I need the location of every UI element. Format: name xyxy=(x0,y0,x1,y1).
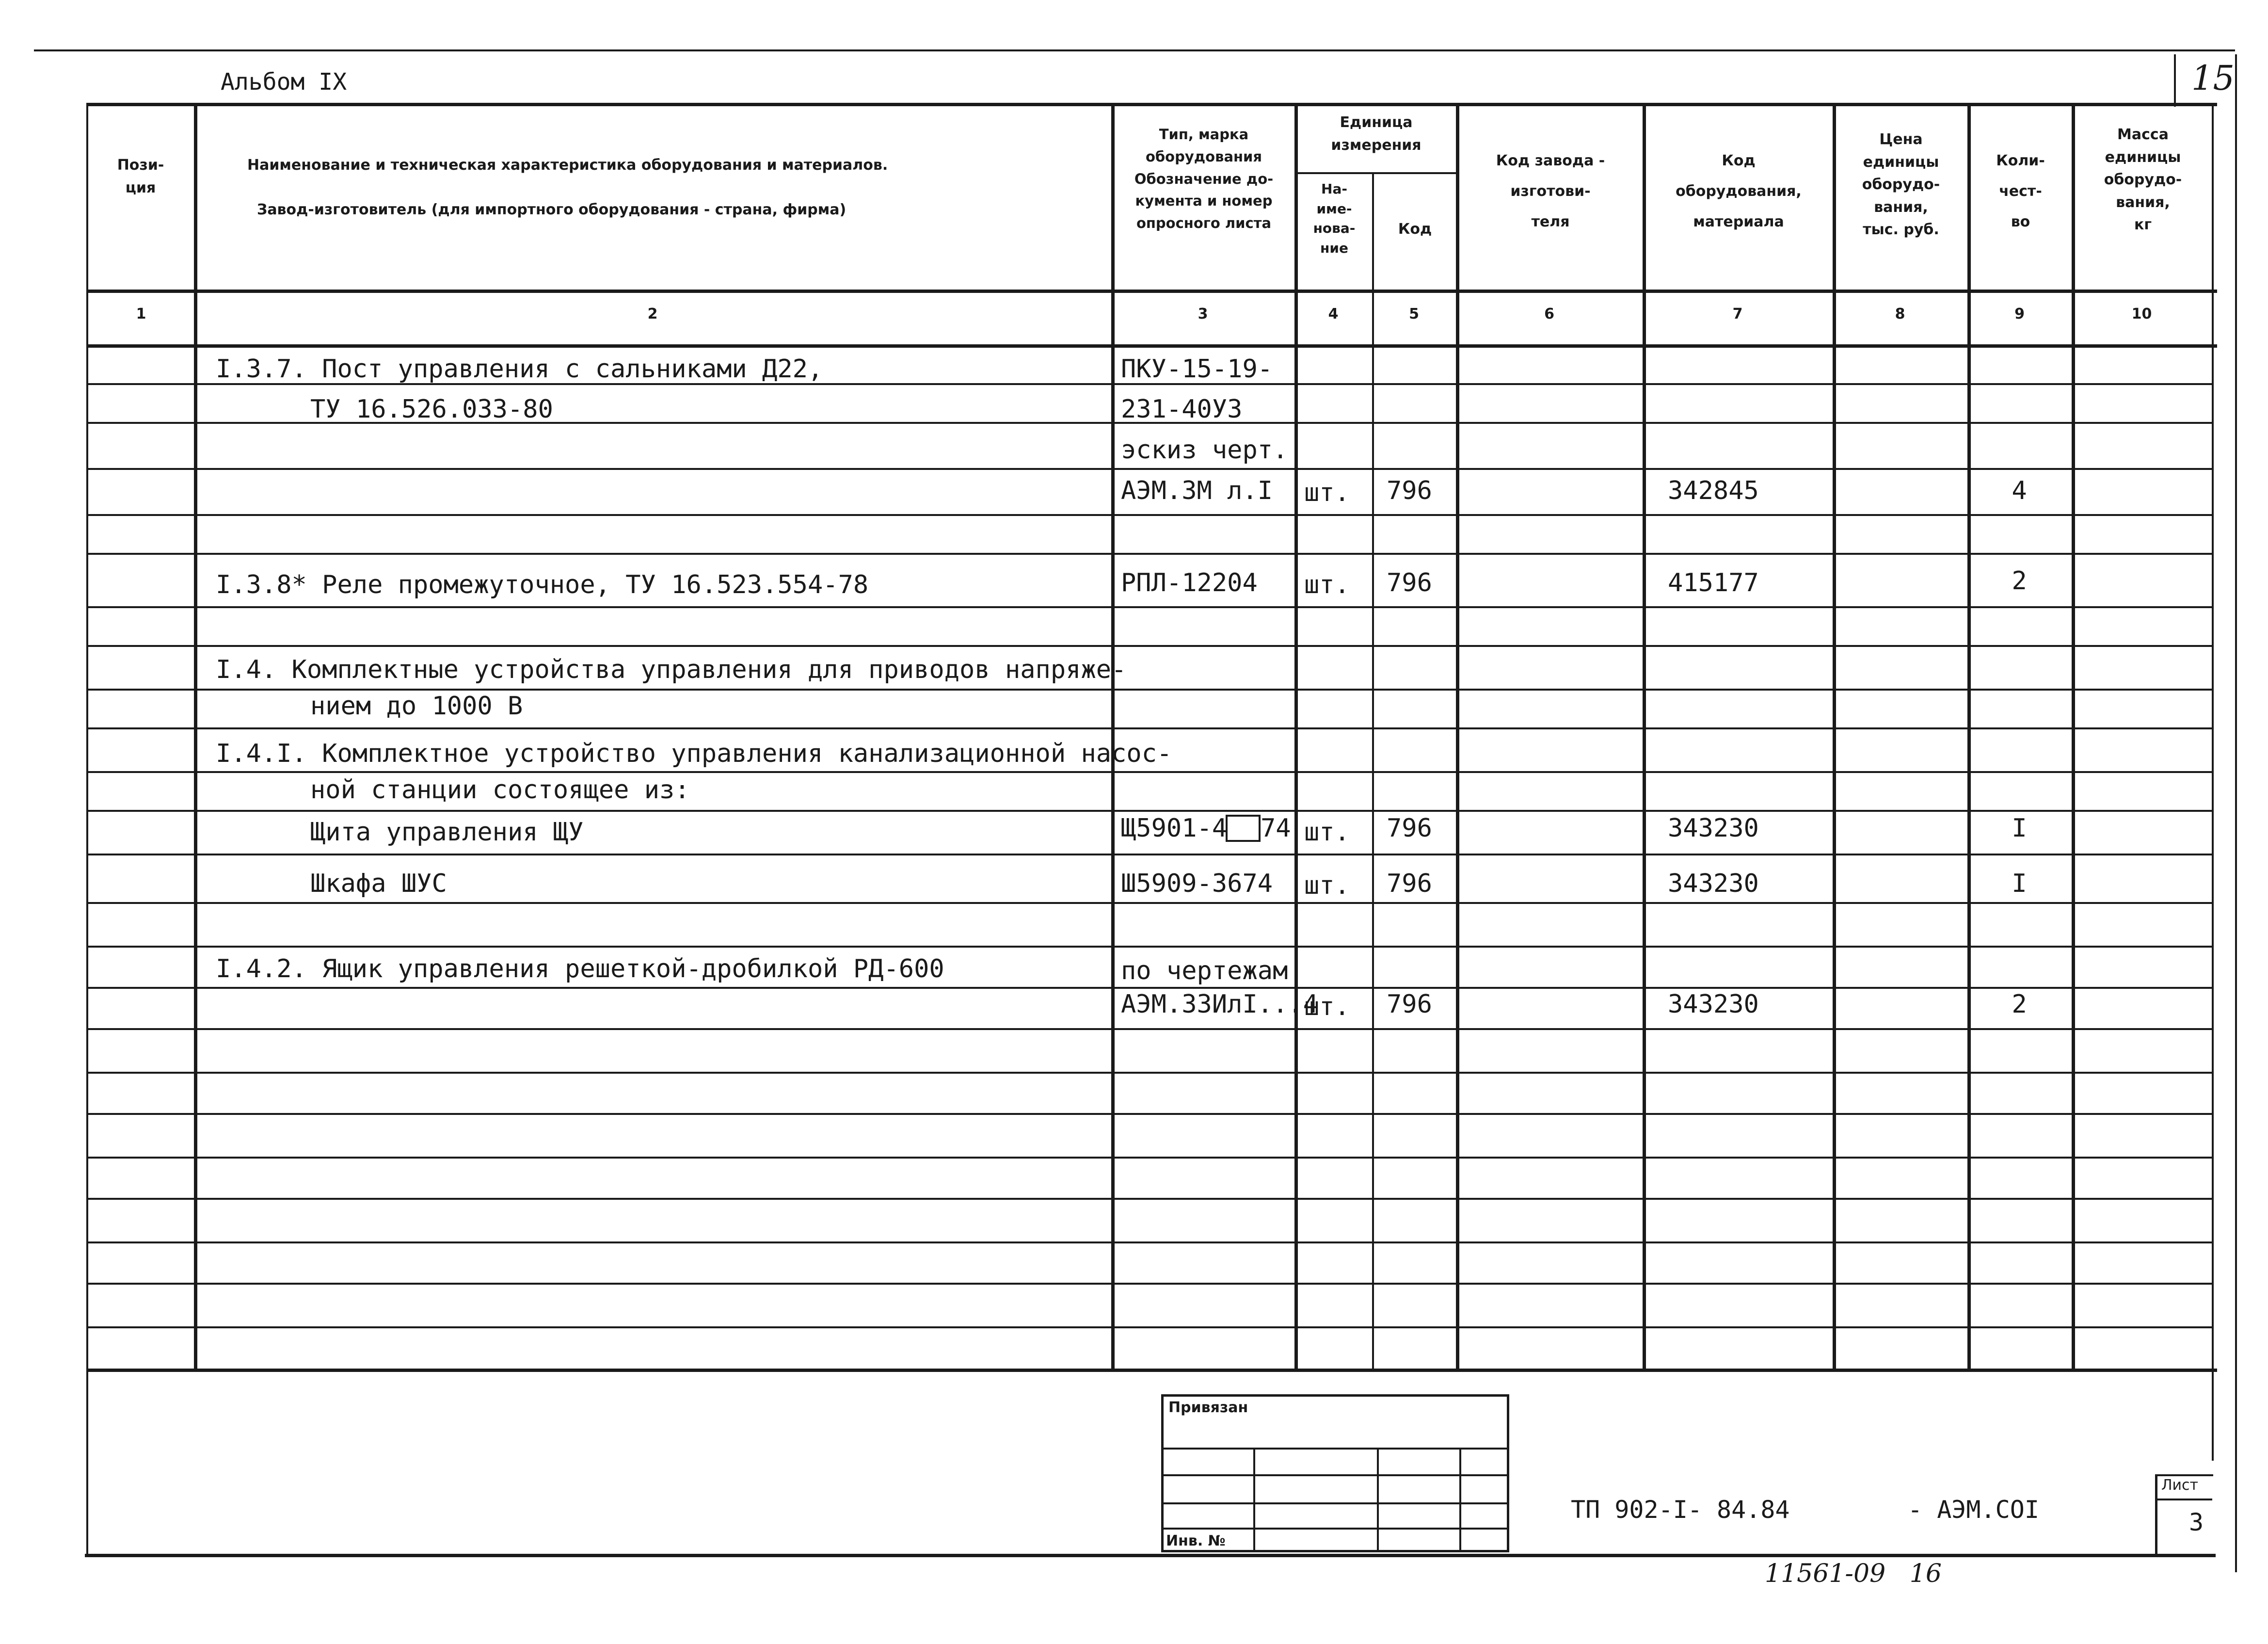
rule xyxy=(86,987,2212,989)
col-right-border xyxy=(2212,103,2214,1461)
right-edge xyxy=(2235,54,2237,1572)
col-number-6: 6 xyxy=(1544,306,1554,322)
item-code: 343230 xyxy=(1668,869,1759,898)
col-divider-8 xyxy=(1967,103,1971,1370)
stamp-rule xyxy=(1161,1528,1509,1530)
item-type: АЭМ.33ИлI...4 xyxy=(1121,990,1318,1019)
header-position: Пози- ция xyxy=(117,157,164,196)
stamp-rule xyxy=(1161,1502,1509,1504)
header-type: Тип, марка оборудования Обозначение до- кумента и номер опросного листа xyxy=(1134,126,1274,232)
item-type: эскиз черт. xyxy=(1121,435,1288,465)
item-code: 343230 xyxy=(1668,990,1759,1019)
sheet-bottom xyxy=(85,1554,2216,1557)
doc-code: ТП 902-I- 84.84 xyxy=(1571,1496,1790,1524)
item-unit: шт. xyxy=(1304,478,1350,507)
item-unit-code: 796 xyxy=(1387,568,1432,597)
rule xyxy=(86,606,2212,608)
album-title: Альбом IX xyxy=(221,68,347,96)
item-type-b: 74 xyxy=(1261,814,1291,843)
item-quantity: 4 xyxy=(2012,476,2027,505)
header-maker-code: Код завода - изготови- теля xyxy=(1496,152,1605,230)
rule xyxy=(86,854,2212,855)
sheet-box-split xyxy=(2155,1499,2212,1500)
stamp-rule xyxy=(1161,1448,1509,1450)
header-mass: Масса единицы оборудо- вания, кг xyxy=(2104,126,2182,233)
item-unit-code: 796 xyxy=(1387,990,1432,1019)
item-name: Щита управления ЩУ xyxy=(310,818,584,847)
stamp-rule xyxy=(1161,1474,1509,1476)
rule xyxy=(86,1157,2212,1159)
rule xyxy=(86,468,2212,470)
handwritten-footer: 11561-09 16 xyxy=(1765,1559,1942,1588)
item-name: I.4.I. Комплектное устройство управления канализационной насос- xyxy=(216,739,1172,768)
col-number-9: 9 xyxy=(2014,306,2025,322)
rule xyxy=(86,727,2212,729)
rule xyxy=(86,902,2212,904)
col-divider-5 xyxy=(1456,103,1459,1370)
item-name: ной станции состоящее из: xyxy=(310,775,690,805)
rule xyxy=(86,1283,2212,1285)
item-name: Шкафа ШУС xyxy=(310,869,447,898)
item-unit: шт. xyxy=(1304,871,1350,900)
rule xyxy=(86,514,2212,516)
table-bottom xyxy=(86,1369,2217,1372)
header-unit-group: Единица измерения xyxy=(1331,114,1421,154)
col-divider-3 xyxy=(1294,103,1298,1370)
col-number-10: 10 xyxy=(2131,306,2152,322)
col-divider-9 xyxy=(2072,103,2075,1370)
rule xyxy=(86,1028,2212,1030)
item-type: РПЛ-12204 xyxy=(1121,568,1258,597)
item-unit-code: 796 xyxy=(1387,814,1432,843)
page-number-divider xyxy=(2174,54,2176,107)
item-unit: шт. xyxy=(1304,992,1350,1021)
privyazan-label: Привязан xyxy=(1168,1399,1248,1416)
inv-label: Инв. № xyxy=(1166,1532,1226,1549)
item-quantity: 2 xyxy=(2012,990,2027,1019)
item-unit: шт. xyxy=(1304,570,1350,599)
header-name-line2: Завод-изготовитель (для импортного оборудования - страна, фирма) xyxy=(257,201,847,218)
header-bottom xyxy=(86,290,2217,293)
unit-header-split xyxy=(1294,172,1456,174)
col-divider-7 xyxy=(1833,103,1836,1370)
item-quantity: I xyxy=(2012,814,2027,843)
sheet-number: 3 xyxy=(2189,1508,2204,1536)
table-top xyxy=(86,103,2217,106)
header-equipment-code: Код оборудования, материала xyxy=(1676,152,1802,230)
rule xyxy=(86,553,2212,555)
col-number-8: 8 xyxy=(1895,306,1905,322)
item-name: ТУ 16.526.033-80 xyxy=(310,395,553,424)
rule xyxy=(86,810,2212,812)
header-unit-name: На- име- нова- ние xyxy=(1313,181,1356,256)
stamp-divider xyxy=(1377,1448,1379,1552)
header-unit-code: Код xyxy=(1398,221,1432,238)
item-code: 342845 xyxy=(1668,476,1759,505)
item-name: нием до 1000 В xyxy=(310,692,523,721)
rule xyxy=(86,1198,2212,1200)
col-divider-1 xyxy=(194,103,197,1370)
rule xyxy=(86,645,2212,647)
item-name: I.3.8* Реле промежуточное, ТУ 16.523.554-78 xyxy=(216,570,869,599)
blank-box xyxy=(1226,815,1261,842)
item-type: АЭМ.3М л.I xyxy=(1121,476,1273,505)
rule xyxy=(86,1113,2212,1115)
header-price: Цена единицы оборудо- вания, тыс. руб. xyxy=(1862,131,1940,238)
sheet-label: Лист xyxy=(2161,1477,2199,1494)
item-name: I.3.7. Пост управления с сальниками Д22, xyxy=(216,355,823,384)
doc-suffix: - АЭМ.СОI xyxy=(1908,1496,2039,1524)
top-border xyxy=(34,49,2235,51)
col-number-5: 5 xyxy=(1409,306,1419,322)
item-name: I.4.2. Ящик управления решеткой-дробилкой РД-600 xyxy=(216,954,944,983)
item-name: I.4. Комплектные устройства управления для приводов напряже- xyxy=(216,655,1127,684)
rule xyxy=(86,1072,2212,1074)
col-number-7: 7 xyxy=(1732,306,1743,322)
item-type: ПКУ-15-19- xyxy=(1121,355,1273,384)
col-divider-2 xyxy=(1111,103,1115,1370)
col-number-3: 3 xyxy=(1198,306,1208,322)
rule xyxy=(86,771,2212,773)
header-name-line1: Наименование и техническая характеристика оборудования и материалов. xyxy=(247,157,888,174)
item-code: 343230 xyxy=(1668,814,1759,843)
item-type: 231-40У3 xyxy=(1121,395,1243,424)
item-quantity: 2 xyxy=(2012,566,2027,596)
rule xyxy=(86,1326,2212,1328)
item-unit-code: 796 xyxy=(1387,869,1432,898)
col-number-1: 1 xyxy=(136,306,146,322)
rule xyxy=(86,689,2212,691)
page-number: 15 xyxy=(2191,58,2235,98)
item-unit-code: 796 xyxy=(1387,476,1432,505)
header-quantity: Коли- чест- во xyxy=(1996,152,2045,230)
item-unit: шт. xyxy=(1304,818,1350,847)
item-quantity: I xyxy=(2012,869,2027,898)
numbers-bottom xyxy=(86,344,2217,348)
col-number-4: 4 xyxy=(1328,306,1339,322)
col-number-2: 2 xyxy=(647,306,658,322)
rule xyxy=(86,946,2212,948)
stamp-divider xyxy=(1459,1448,1461,1552)
item-type-a: Щ5901-4 xyxy=(1121,814,1228,843)
col-divider-6 xyxy=(1643,103,1646,1370)
item-code: 415177 xyxy=(1668,568,1759,597)
item-type: Ш5909-3674 xyxy=(1121,869,1273,898)
rule xyxy=(86,1241,2212,1243)
item-type: по чертежам xyxy=(1121,956,1288,985)
stamp-divider xyxy=(1253,1448,1255,1552)
